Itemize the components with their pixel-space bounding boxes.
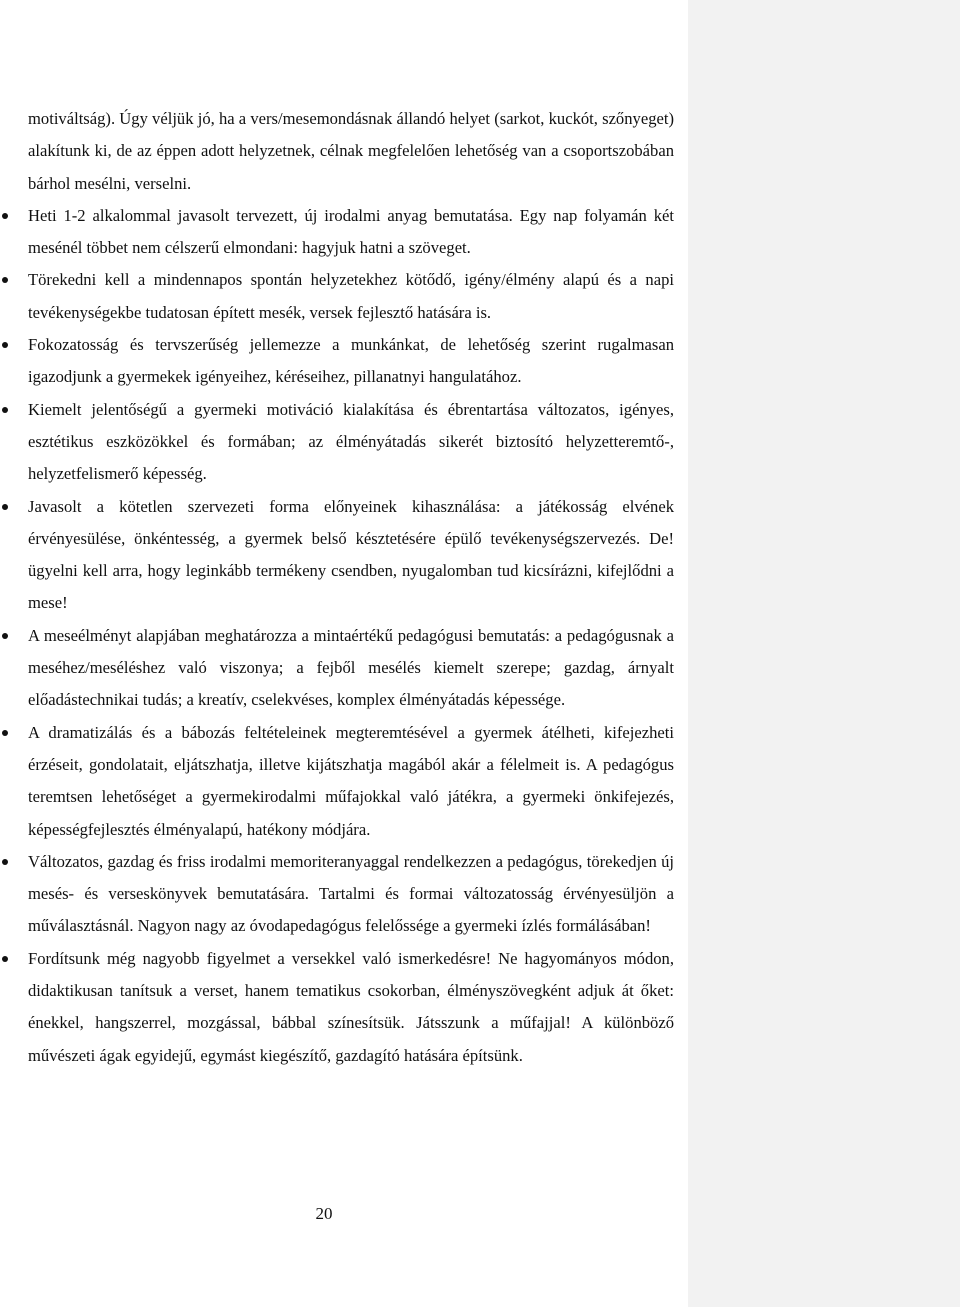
- comment-margin-pane: [688, 0, 960, 1307]
- bullet-item: A meseélményt alapjában meghatározza a mintaértékű pedagógusi bemutatás: a pedagógusnak a meséhez/meséléshez való viszonya; a fejből mesélés kiemelt szerepe; gazdag, árnyalt előadástechnikai tudás; a kreatív, cselekvéses, komplex élményátadás képessége.: [28, 620, 674, 717]
- bullet-item: Változatos, gazdag és friss irodalmi memoriteranyaggal rendelkezzen a pedagógus, törekedjen új mesés- és verseskönyvek bemutatására. Tartalmi és formai változatosság érvényesüljön a műválasztásnál. Nagyon nagy az óvodapedagógus felelőssége a gyermeki ízlés formálásában!: [28, 846, 674, 943]
- bullet-item: Heti 1-2 alkalommal javasolt tervezett, új irodalmi anyag bemutatása. Egy nap folyamán két mesénél többet nem célszerű elmondani: hagyjuk hatni a szöveget.: [28, 200, 674, 265]
- document-body: [28, 103, 674, 1072]
- bullet-item: Fordítsunk még nagyobb figyelmet a versekkel való ismerkedésre! Ne hagyományos módon, didaktikusan tanítsuk a verset, hanem tematikus csokorban, élményszövegként adjuk át őket: énekkel, hangszerrel, mozgással, bábbal színesítsük. Játsszunk a műfajjal! A különböző művészeti ágak egyidejű, egymást kiegészítő, gazdagító hatására építsünk.: [28, 943, 674, 1072]
- bullet-list: [28, 200, 674, 1072]
- bullet-item: Javasolt a kötetlen szervezeti forma előnyeinek kihasználása: a játékosság elvének érvényesülése, önkéntesség, a gyermek belső késztetésére épülő tevékenységszervezés. De! ügyelni kell arra, hogy leginkább termékeny csendben, nyugalomban tud kicsírázni, kifejlődni a mese!: [28, 491, 674, 620]
- bullet-item: Kiemelt jelentőségű a gyermeki motiváció kialakítása és ébrentartása változatos, igényes, esztétikus eszközökkel és formában; az élményátadás sikerét biztosító helyzetteremtő-, helyzetfelismerő képesség.: [28, 394, 674, 491]
- page-number: 20: [315, 1204, 333, 1223]
- bullet-item: Törekedni kell a mindennapos spontán helyzetekhez kötődő, igény/élmény alapú és a napi tevékenységekbe tudatosan épített mesék, versek fejlesztő hatására is.: [28, 264, 674, 329]
- bullet-item: Fokozatosság és tervszerűség jellemezze a munkánkat, de lehetőség szerint rugalmasan igazodjunk a gyermekek igényeihez, kéréseihez, pillanatnyi hangulatához.: [28, 329, 674, 394]
- intro-paragraph: motiváltság). Úgy véljük jó, ha a vers/mesemondásnak állandó helyet (sarkot, kuckót, szőnyeget) alakítunk ki, de az éppen adott helyzetnek, célnak megfelelően lehetőség van a csoportszobában bárhol mesélni, verselni.: [28, 109, 674, 193]
- bullet-item: A dramatizálás és a bábozás feltételeinek megteremtésével a gyermek átélheti, kifejezheti érzéseit, gondolatait, eljátszhatja, illetve kijátszhatja magából akár a félelmeit is. A pedagógus teremtsen lehetőséget a gyermekirodalmi műfajokkal való játékra, a gyermeki önkifejezés, képességfejlesztés élményalapú, hatékony módjára.: [28, 717, 674, 846]
